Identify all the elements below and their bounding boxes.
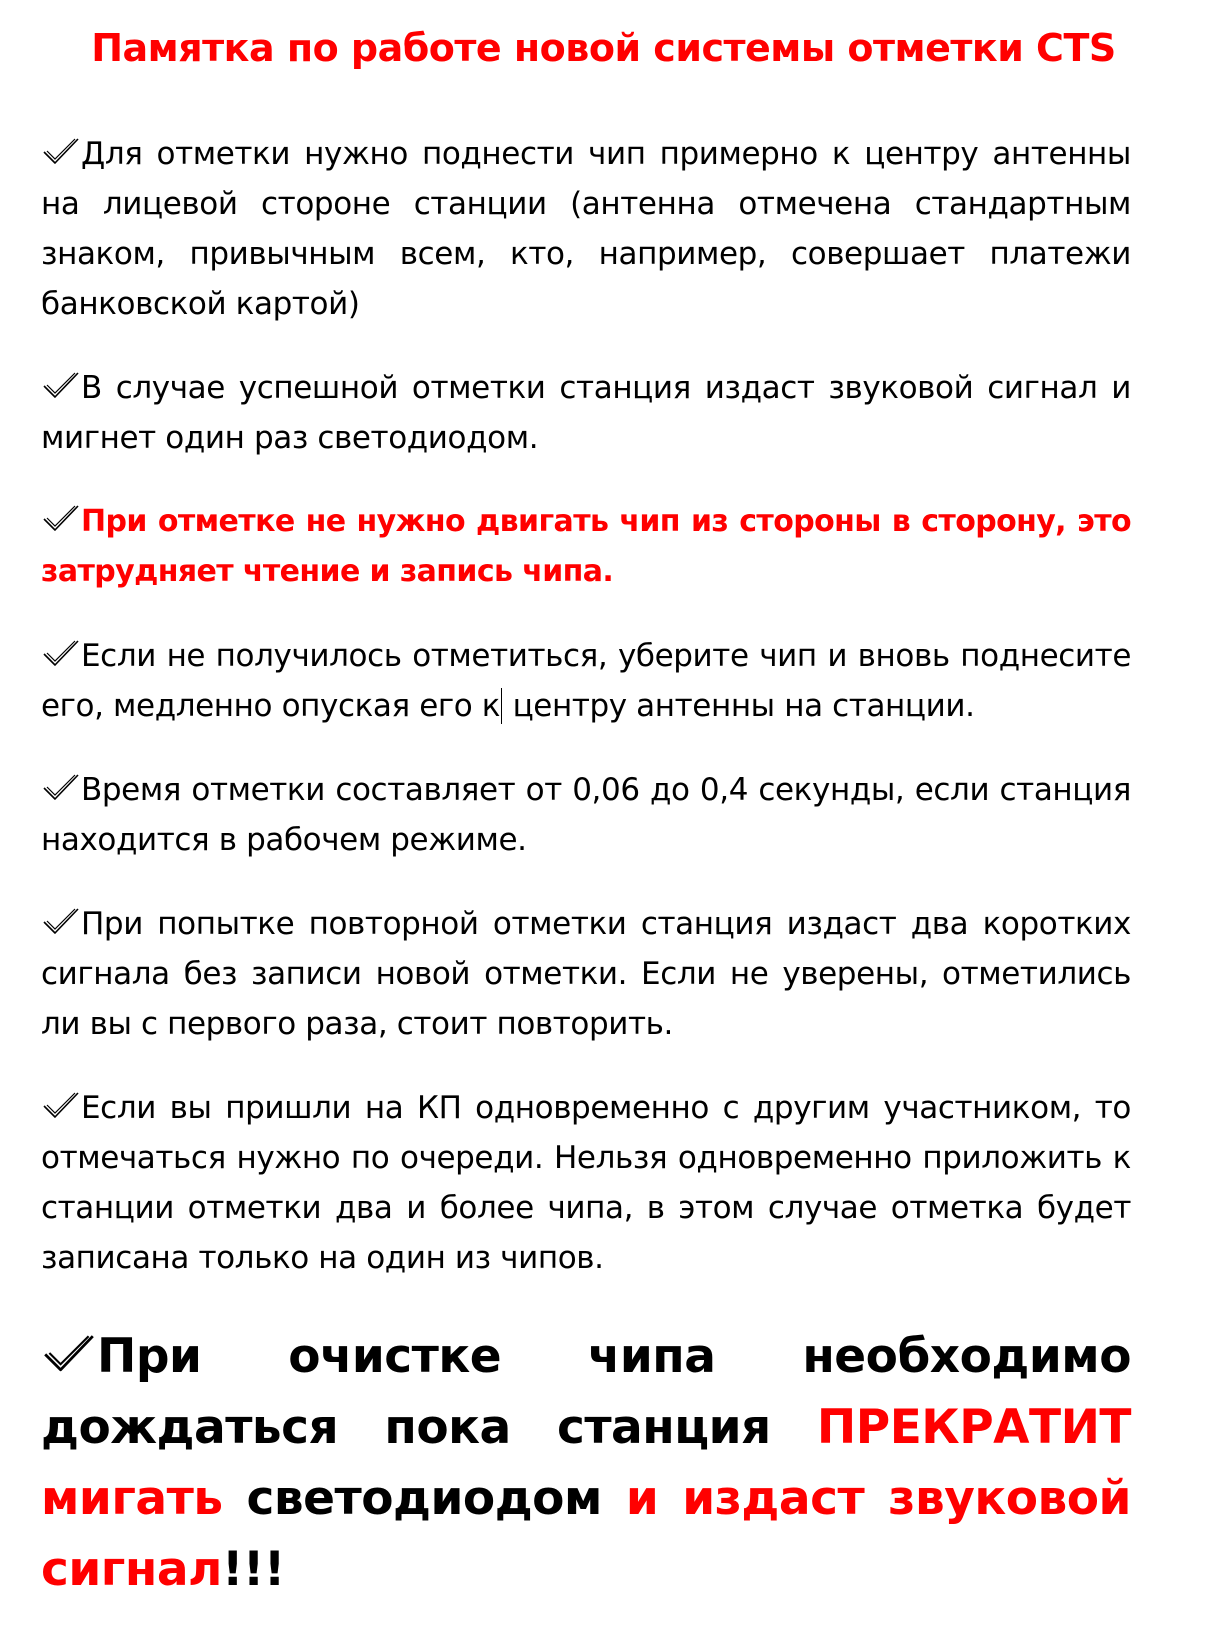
paragraph-success-signal	[41, 363, 1131, 463]
paragraph-queue	[41, 1083, 1131, 1283]
checkmark-icon	[41, 772, 81, 802]
paragraph-text: При отметке не нужно двигать чип из стороны в сторону, это затрудняет чтение и запись чипа.	[41, 504, 1131, 589]
paragraph-timing	[41, 765, 1131, 865]
page-title: Памятка по работе новой системы отметки CTS	[91, 26, 1116, 70]
text-cursor	[501, 688, 502, 724]
paragraph-repeat-mark	[41, 899, 1131, 1049]
final-text-exclamation: !!!	[221, 1542, 285, 1597]
final-text-part3: светодиодом	[222, 1471, 626, 1526]
paragraph-text: Время отметки составляет от 0,06 до 0,4 секунды, если станция находится в рабочем режиме.	[41, 772, 1131, 858]
paragraph-text: Для отметки нужно поднести чип примерно к центру антенны на лицевой стороне станции (антенна отмечена стандартным знаком, привычным всем, кто, например, совершает платежи банковской картой)	[41, 136, 1131, 322]
paragraph-retry	[41, 631, 1131, 731]
checkmark-icon	[41, 638, 81, 668]
paragraph-text-continued: центру антенны на станции.	[503, 688, 975, 724]
final-text-sound-signal: и издаст звуковой сигнал	[41, 1471, 1131, 1597]
paragraph-chip-placement	[41, 129, 1131, 329]
final-text-part1: При очистке чипа необходимо дождаться пока станция	[41, 1329, 1131, 1455]
paragraph-text: Если не получилось отметиться, уберите чип и вновь поднесите его, медленно опуская его к	[41, 638, 1131, 724]
paragraph-text: В случае успешной отметки станция издаст звуковой сигнал и мигнет один раз светодиодом.	[41, 370, 1131, 456]
checkmark-icon	[41, 136, 81, 166]
paragraph-text: Если вы пришли на КП одновременно с другим участником, то отмечаться нужно по очереди. Нельзя одновременно приложить к станции отметки два и более чипа, в этом случае отметка будет записана только на один из чипов.	[41, 1090, 1131, 1276]
checkmark-icon	[41, 370, 81, 400]
final-text-stop-blinking: ПРЕКРАТИТ мигать	[41, 1400, 1131, 1526]
checkmark-icon	[41, 906, 81, 936]
final-warning	[41, 1321, 1131, 1605]
paragraph-text: При попытке повторной отметки станция издаст два коротких сигнала без записи новой отметки. Если не уверены, отметились ли вы с первого раза, стоит повторить.	[41, 906, 1131, 1042]
paragraph-warning-movement	[41, 497, 1131, 597]
checkmark-icon	[41, 1331, 97, 1375]
checkmark-icon	[41, 1090, 81, 1120]
checkmark-icon	[41, 503, 81, 533]
